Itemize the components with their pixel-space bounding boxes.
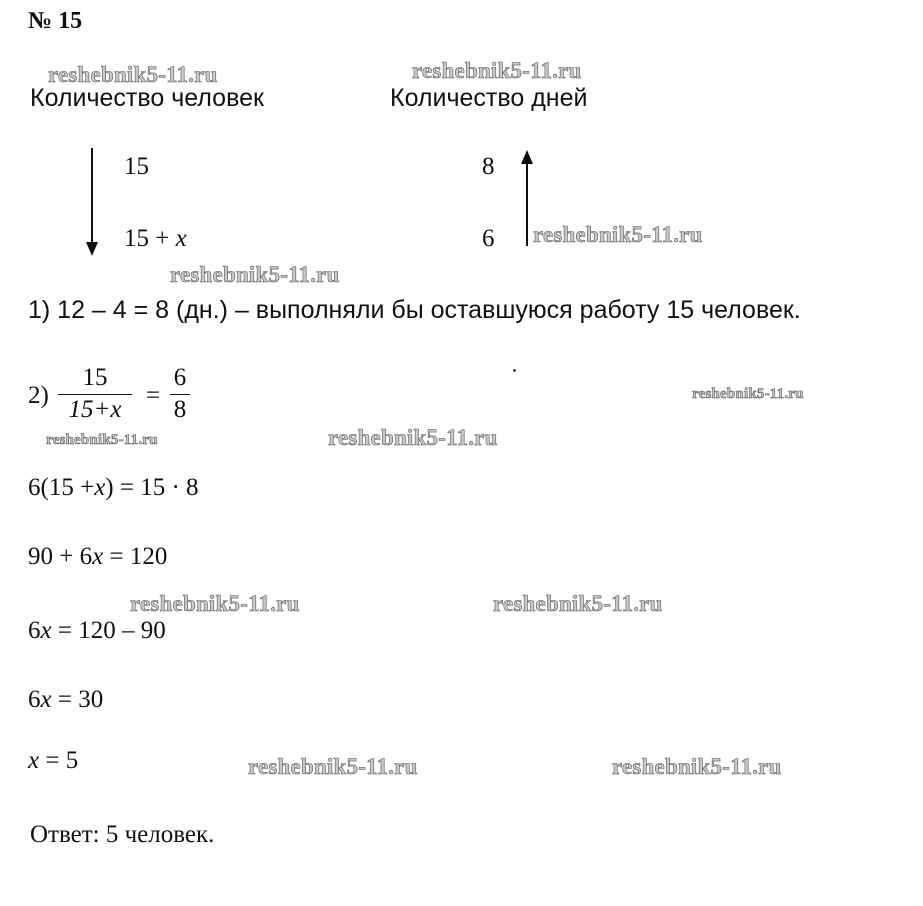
- up-arrow-icon: [519, 150, 535, 248]
- people-bottom-num: 15 +: [124, 225, 170, 252]
- watermark: reshebnik5-11.ru: [170, 262, 340, 287]
- step-1: 1) 12 – 4 = 8 (дн.) – выполняли бы оставшуюся работу 15 человек.: [28, 296, 801, 324]
- people-bottom-value: [124, 225, 187, 253]
- equation-3-part-b: = 120 – 90: [51, 617, 166, 644]
- equation-2-part-b: = 120: [103, 543, 168, 570]
- equation-2-part-a: 90 + 6: [28, 543, 93, 570]
- problem-number: № 15: [28, 8, 83, 34]
- left-fraction: [58, 364, 132, 424]
- equation-1: [28, 474, 199, 502]
- answer: Ответ: 5 человек.: [30, 821, 215, 848]
- people-bottom-var: x: [175, 225, 187, 252]
- fraction-bar: [170, 394, 190, 395]
- left-numerator: 15: [82, 364, 108, 391]
- days-bottom-value: 6: [482, 225, 495, 252]
- left-denominator: 15+x: [68, 396, 122, 423]
- people-heading: Количество человек: [30, 84, 264, 112]
- stray-dot: [513, 369, 516, 372]
- down-arrow-icon: [84, 148, 100, 258]
- watermark: reshebnik5-11.ru: [493, 591, 663, 616]
- days-heading: Количество дней: [390, 84, 588, 112]
- equation-4-var: x: [40, 686, 52, 713]
- equation-3: [28, 617, 166, 645]
- watermark: reshebnik5-11.ru: [130, 591, 300, 616]
- people-top-value: 15: [124, 153, 149, 180]
- equation-3-part-a: 6: [28, 617, 41, 644]
- equation-2: [28, 543, 167, 571]
- watermark: reshebnik5-11.ru: [612, 754, 782, 779]
- proportion-equals: =: [146, 382, 161, 409]
- equation-5-part-b: = 5: [39, 747, 79, 774]
- equation-4-part-b: = 30: [51, 686, 104, 713]
- right-denominator: 8: [173, 396, 187, 423]
- right-fraction: [170, 364, 190, 424]
- equation-2-var: x: [92, 543, 104, 570]
- equation-5: [28, 747, 78, 775]
- right-numerator: 6: [173, 364, 187, 391]
- watermark: reshebnik5-11.ru: [692, 386, 804, 402]
- days-top-value: 8: [482, 153, 495, 180]
- equation-1-part-a: 6(15 +: [28, 474, 95, 501]
- equation-1-var: x: [94, 474, 106, 501]
- watermark: reshebnik5-11.ru: [328, 425, 498, 450]
- watermark: reshebnik5-11.ru: [48, 62, 218, 87]
- watermark: reshebnik5-11.ru: [412, 58, 582, 83]
- watermark: reshebnik5-11.ru: [533, 222, 703, 247]
- watermark: reshebnik5-11.ru: [46, 432, 158, 448]
- equation-3-var: x: [40, 617, 52, 644]
- equation-4: [28, 686, 103, 714]
- step-2-label: 2): [28, 382, 49, 409]
- equation-5-var: x: [28, 747, 40, 774]
- fraction-bar: [58, 394, 132, 395]
- equation-4-part-a: 6: [28, 686, 41, 713]
- watermark: reshebnik5-11.ru: [248, 754, 418, 779]
- equation-1-part-b: ) = 15 · 8: [105, 474, 199, 501]
